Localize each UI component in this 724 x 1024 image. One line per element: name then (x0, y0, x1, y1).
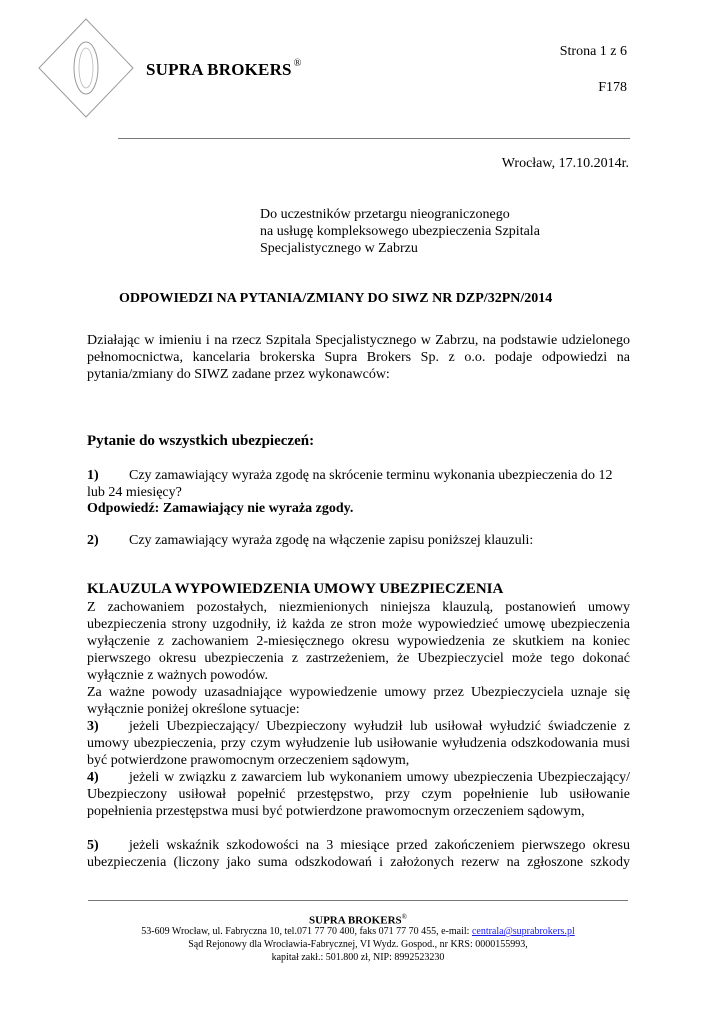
clause-item-5 (87, 837, 630, 871)
item-number: 4) (87, 770, 99, 785)
page-indicator: Strona 1 z 6 (559, 44, 627, 59)
addressee-block (260, 206, 540, 257)
supra-brokers-logo (38, 18, 134, 118)
item-text: jeżeli wskaźnik szkodowości na 3 miesiące przed zakończeniem pierwszego okresu ubezpieczenia (liczony jako suma odszkodowań i założonych rezerw na zgłoszone szkody (87, 838, 630, 870)
clause-paragraph-2: Za ważne powody uzasadniające wypowiedzenie umowy przez Ubezpieczyciela uznaje się wyłącznie poniżej określone sytuacje: (87, 685, 630, 717)
addressee-line: na usługę kompleksowego ubezpieczenia Szpitala (260, 224, 540, 239)
question-text: Czy zamawiający wyraża zgodę na włączenie zapisu poniższej klauzuli: (129, 533, 534, 548)
addressee-line: Do uczestników przetargu nieograniczonego (260, 207, 510, 222)
section-heading: Pytanie do wszystkich ubezpieczeń: (87, 433, 315, 449)
footer-company-text: SUPRA BROKERS (309, 914, 402, 927)
company-name (146, 60, 302, 80)
clause-item-3 (87, 718, 630, 769)
answer-1: Odpowiedź: Zamawiający nie wyraża zgody. (87, 501, 354, 516)
question-number: 1) (87, 468, 99, 483)
registered-mark: ® (293, 58, 302, 70)
item-text: jeżeli w związku z zawarciem lub wykonaniem umowy ubezpieczenia Ubezpieczający/ Ubezpieczony usiłował popełnić przestępstwo, przy czym popełnienie lub usiłowanie popełnienia przestępstwa musi być potwierdzone prawomocnym orzeczeniem sądowym, (87, 770, 630, 819)
document-title: ODPOWIEDZI NA PYTANIA/ZMIANY DO SIWZ NR DZP/32PN/2014 (119, 291, 553, 306)
place-date: Wrocław, 17.10.2014r. (501, 156, 629, 171)
company-name-text: SUPRA BROKERS (146, 60, 292, 79)
question-1 (87, 467, 630, 501)
footer-email-link[interactable]: centrala@suprabrokers.pl (471, 926, 575, 937)
footer-company-name (88, 911, 628, 927)
footer-address-text: 53-609 Wrocław, ul. Fabryczna 10, tel.071 77 70 400, faks 071 77 70 455, e-mail: (141, 926, 472, 937)
footer-court-line: Sąd Rejonowy dla Wrocławia-Fabrycznej, VI Wydz. Gospod., nr KRS: 0000155993, (188, 939, 528, 950)
item-number: 3) (87, 719, 99, 734)
footer-capital-line: kapitał zakł.: 501.800 zł, NIP: 8992523230 (271, 952, 445, 963)
clause-title: KLAUZULA WYPOWIEDZENIA UMOWY UBEZPIECZENIA (87, 581, 504, 597)
intro-paragraph: Działając w imieniu i na rzecz Szpitala Specjalistycznego w Zabrzu, na podstawie udzielonego pełnomocnictwa, kancelaria brokerska Supra Brokers Sp. z o.o. podaje odpowiedzi na pytania/zmiany do SIWZ zadane przez wykonawców: (87, 333, 630, 382)
footer-registered-mark: ® (401, 913, 407, 921)
clause-paragraph-1: Z zachowaniem pozostałych, niezmienionych niniejsza klauzulą, postanowień umowy ubezpieczenia strony uzgodniły, iż każda ze stron może wypowiedzieć umowę ubezpieczenia wyłączenie z zachowaniem 2-miesięcznego okresu wypowiedzenia ze skutkiem na koniec pierwszego okresu ubezpieczenia z zastrzeżeniem, że Ubezpieczyciel może tego dokonać wyłącznie z ważnych powodów. (87, 600, 630, 683)
item-number: 5) (87, 838, 99, 853)
footer-address (88, 926, 628, 938)
addressee-line: Specjalistycznego w Zabrzu (260, 241, 418, 256)
question-2 (87, 532, 630, 549)
item-text: jeżeli Ubezpieczający/ Ubezpieczony wyłudził lub usiłował wyłudzić świadczenie z umowy ubezpieczenia, przy czym wyłudzenie lub usiłowanie wyłudzenia odszkodowania musi być potwierdzone prawomocnym orzeczeniem sądowym, (87, 719, 630, 768)
question-number: 2) (87, 533, 99, 548)
question-text: Czy zamawiający wyraża zgodę na skrócenie terminu wykonania ubezpieczenia do 12 lub 24 miesięcy? (87, 468, 613, 500)
form-code: F178 (598, 80, 627, 95)
header-divider (118, 138, 630, 139)
clause-item-4 (87, 769, 630, 820)
footer-divider (88, 900, 628, 901)
